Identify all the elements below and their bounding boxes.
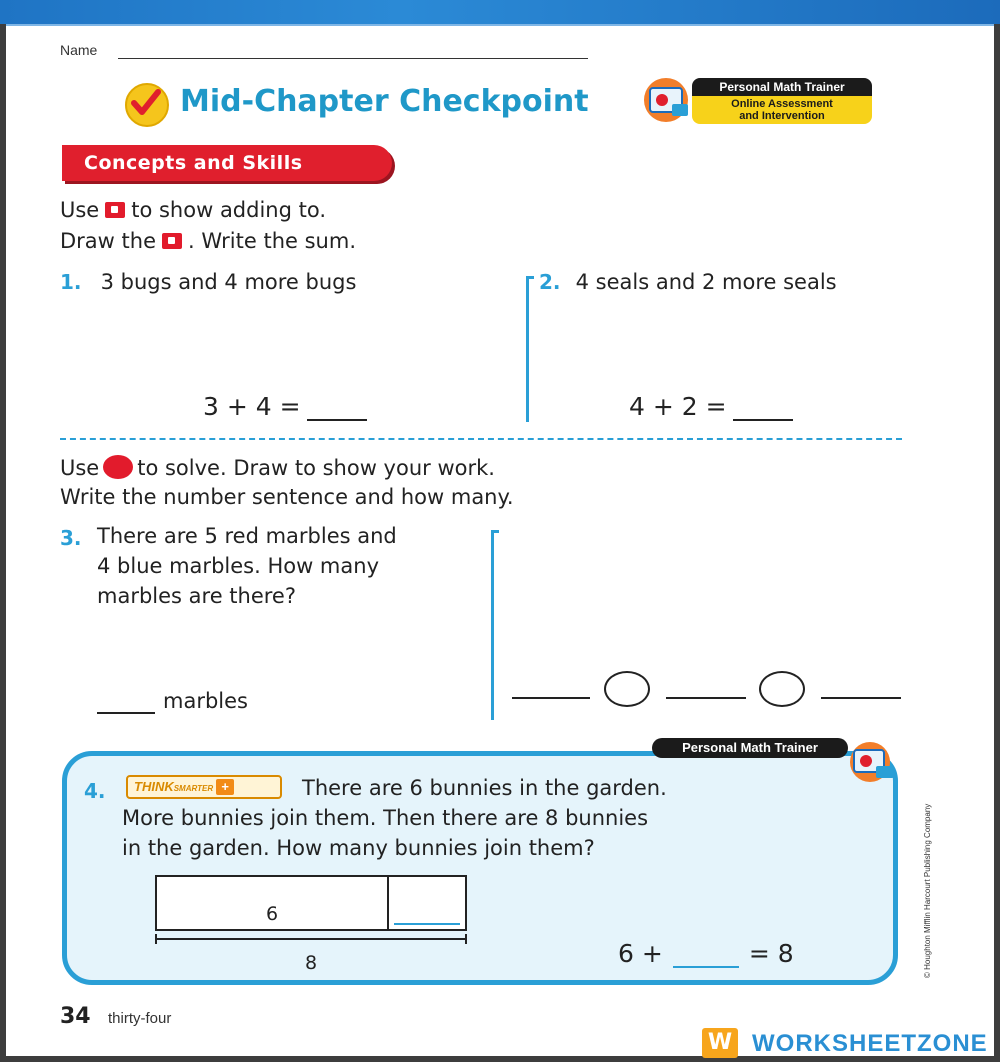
question-4-line-3: in the garden. How many bunnies join them?	[122, 836, 595, 860]
bar-model-bracket-end	[465, 934, 467, 944]
question-4-line-1: There are 6 bunnies in the garden.	[302, 776, 667, 800]
bar-model-part: 6	[265, 903, 279, 925]
operator-circle[interactable]	[604, 671, 650, 707]
connecting-cube-icon	[105, 202, 125, 218]
divider-cap	[491, 530, 499, 533]
answer-blank[interactable]	[307, 397, 367, 421]
number-blank[interactable]	[821, 697, 901, 699]
plus-icon: +	[216, 779, 234, 795]
worksheetzone-logo-icon: W	[702, 1028, 738, 1058]
instruction-line-2	[60, 229, 356, 253]
equation-right: = 8	[748, 939, 794, 968]
equation-left: 6 +	[618, 939, 663, 968]
math-trainer-title: Personal Math Trainer	[692, 78, 872, 96]
page-title: Mid-Chapter Checkpoint	[180, 84, 589, 119]
question-number: 4.	[84, 779, 106, 803]
checkmark-icon	[125, 83, 169, 127]
page-number-word: thirty-four	[108, 1010, 172, 1027]
instruction-line-3	[60, 455, 495, 480]
question-2	[539, 270, 837, 294]
bar-model-bracket-end	[155, 934, 157, 944]
bar-model-total: 8	[304, 952, 318, 974]
instruction-text: Draw the	[60, 229, 156, 253]
question-number: 1.	[60, 270, 82, 294]
red-counter-icon	[103, 455, 133, 479]
connecting-cube-icon	[162, 233, 182, 249]
bar-model-blank[interactable]	[394, 923, 460, 925]
copyright-notice: © Houghton Mifflin Harcourt Publishing Company	[923, 803, 932, 978]
top-decorative-band	[0, 0, 1000, 26]
answer-blank[interactable]	[673, 944, 739, 968]
bar-model-divider	[387, 875, 389, 931]
number-blank[interactable]	[512, 697, 590, 699]
question-number: 2.	[539, 270, 561, 294]
page-frame-right	[994, 24, 1000, 1062]
think-smarter-badge-smarter: SMARTER	[173, 784, 214, 793]
divider-vertical	[526, 276, 529, 422]
question-1	[60, 270, 356, 294]
math-trainer-subtitle-line1: Online Assessment	[731, 98, 833, 110]
instruction-text: Use	[60, 198, 100, 222]
equation-text: 4 + 2 =	[629, 392, 727, 421]
math-trainer-subtitle-line2: and Intervention	[739, 110, 825, 122]
math-trainer-icon	[842, 738, 902, 790]
question-1-equation	[203, 392, 367, 421]
name-write-line[interactable]	[118, 58, 588, 59]
think-smarter-badge	[126, 775, 282, 799]
divider-cap	[526, 276, 534, 279]
instruction-text: to show adding to.	[131, 198, 327, 222]
math-trainer-tab: Personal Math Trainer	[652, 738, 848, 758]
question-3-line-1: There are 5 red marbles and	[97, 524, 397, 548]
worksheetzone-brand: WORKSHEETZONE	[752, 1030, 988, 1057]
answer-blank[interactable]	[733, 397, 793, 421]
page-number: 34	[60, 1004, 91, 1029]
instruction-text: . Write the sum.	[188, 229, 356, 253]
name-label: Name	[60, 42, 98, 58]
answer-unit: marbles	[163, 689, 248, 713]
instruction-line-4: Write the number sentence and how many.	[60, 485, 514, 509]
question-3-answer	[97, 689, 248, 714]
divider-vertical	[491, 530, 494, 720]
question-2-equation	[629, 392, 793, 421]
math-trainer-icon	[640, 74, 696, 128]
math-trainer-subtitle	[692, 96, 872, 124]
page-frame-left	[0, 24, 6, 1062]
instruction-text: Use	[60, 456, 100, 480]
question-4-equation	[618, 939, 794, 968]
question-4-line-2: More bunnies join them. Then there are 8 bunnies	[122, 806, 649, 830]
operator-circle[interactable]	[759, 671, 805, 707]
question-text: 3 bugs and 4 more bugs	[100, 270, 357, 294]
section-divider	[60, 438, 902, 440]
answer-blank[interactable]	[97, 690, 155, 714]
bar-model-bracket	[155, 938, 467, 940]
concepts-skills-banner: Concepts and Skills	[62, 145, 392, 181]
think-smarter-badge-think: THINK	[134, 779, 174, 794]
question-number: 3.	[60, 526, 82, 550]
equation-text: 3 + 4 =	[203, 392, 301, 421]
instruction-text: to solve. Draw to show your work.	[137, 456, 495, 480]
number-blank[interactable]	[666, 697, 746, 699]
question-text: 4 seals and 2 more seals	[575, 270, 837, 294]
question-3-line-3: marbles are there?	[97, 584, 296, 608]
question-3-line-2: 4 blue marbles. How many	[97, 554, 379, 578]
instruction-line-1	[60, 198, 326, 222]
